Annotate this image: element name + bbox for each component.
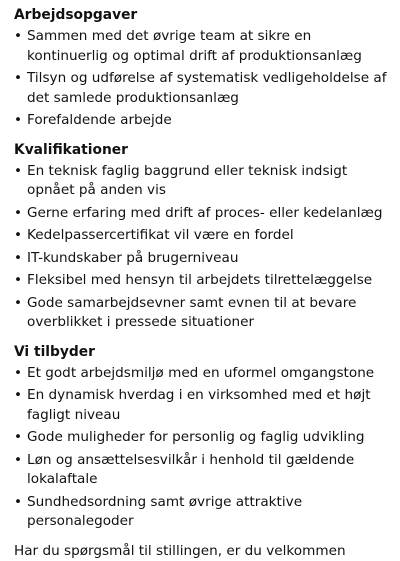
- list-item: • Gerne erfaring med drift af proces- eller kedelanlæg: [14, 204, 388, 224]
- list-item: • En teknisk faglig baggrund eller teknisk indsigt opnået på anden vis: [14, 162, 388, 201]
- list-item: • Sammen med det øvrige team at sikre en kontinuerlig og optimal drift af produktionsanlæg: [14, 27, 388, 66]
- list-item: • IT-kundskaber på brugerniveau: [14, 249, 388, 269]
- list-arbejdsopgaver: [14, 27, 388, 131]
- list-item: • Løn og ansættelsesvilkår i henhold til gældende lokalaftale: [14, 451, 388, 490]
- list-item: • Kedelpassercertifikat vil være en fordel: [14, 226, 388, 246]
- list-item: • Forefaldende arbejde: [14, 111, 388, 131]
- list-item: • En dynamisk hverdag i en virksomhed med et højt fagligt niveau: [14, 386, 388, 425]
- section-heading-arbejdsopgaver: Arbejdsopgaver: [14, 6, 388, 25]
- list-item: • Gode samarbejdsevner samt evnen til at bevare overblikket i pressede situationer: [14, 294, 388, 333]
- section-heading-vi-tilbyder: Vi tilbyder: [14, 343, 388, 362]
- list-item: • Et godt arbejdsmiljø med en uformel omgangstone: [14, 364, 388, 384]
- list-item: • Sundhedsordning samt øvrige attraktive personalegoder: [14, 493, 388, 532]
- list-item: • Tilsyn og udførelse af systematisk vedligeholdelse af det samlede produktionsanlæg: [14, 69, 388, 108]
- cut-off-text-line: [14, 0, 388, 3]
- list-item: • Gode muligheder for personlig og faglig udvikling: [14, 428, 388, 448]
- list-item: • Fleksibel med hensyn til arbejdets tilrettelæggelse: [14, 271, 388, 291]
- list-vi-tilbyder: [14, 364, 388, 532]
- section-heading-kvalifikationer: Kvalifikationer: [14, 141, 388, 160]
- footer-text: Har du spørgsmål til stillingen, er du velkommen: [14, 542, 388, 561]
- list-kvalifikationer: [14, 162, 388, 333]
